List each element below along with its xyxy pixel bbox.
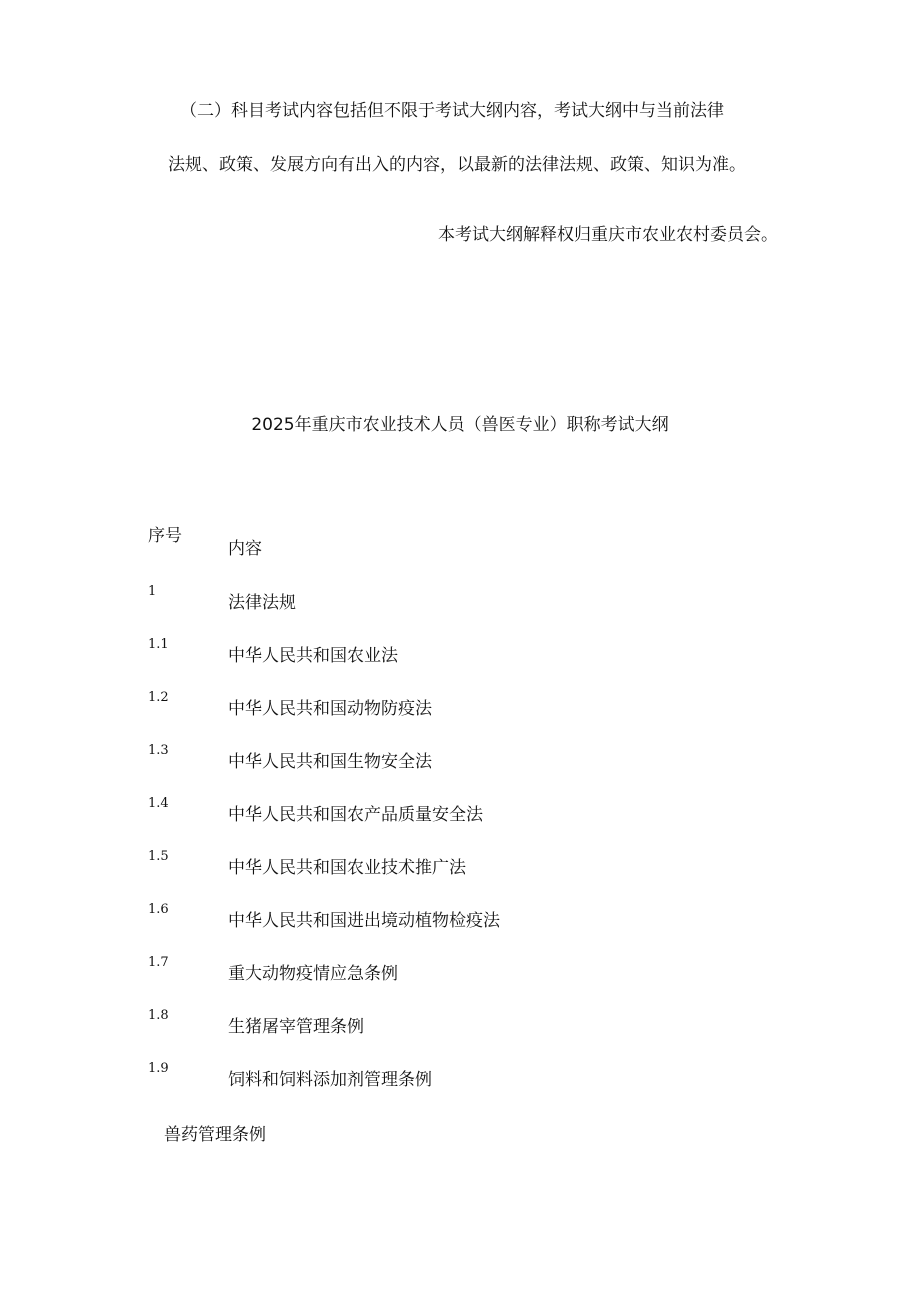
table-row: [0, 796, 920, 836]
row-content: 中华人民共和国农产品质量安全法: [228, 805, 483, 825]
table-row: [0, 902, 920, 942]
row-content: 生猪屠宰管理条例: [228, 1017, 364, 1037]
row-number: 1.2: [148, 690, 169, 705]
table-header-row: [0, 528, 920, 568]
row-number: 1: [148, 584, 157, 599]
header-number-label: 序号: [148, 526, 182, 546]
row-content: 饲料和饲料添加剂管理条例: [228, 1070, 432, 1090]
table-row: [0, 1008, 920, 1048]
row-content: 中华人民共和国进出境动植物检疫法: [228, 911, 500, 931]
table-row: [0, 849, 920, 889]
row-content: 中华人民共和国农业法: [228, 646, 398, 666]
row-number: 1.5: [148, 849, 169, 864]
row-number: 1.1: [148, 637, 169, 652]
outline-title: 2025年重庆市农业技术人员（兽医专业）职称考试大纲: [251, 415, 669, 435]
row-number: 1.6: [148, 902, 169, 917]
header-content-label: 内容: [228, 539, 262, 559]
row-content: 中华人民共和国动物防疫法: [228, 699, 432, 719]
table-row: [0, 743, 920, 783]
row-number: 1.3: [148, 743, 169, 758]
paragraph-exam-scope-continued: 法规、政策、发展方向有出入的内容，以最新的法律法规、政策、知识为准。: [168, 155, 746, 175]
paragraph-interpretation-right: 本考试大纲解释权归重庆市农业农村委员会。: [438, 225, 778, 245]
row-content: 法律法规: [228, 593, 296, 613]
row-number: 1.7: [148, 955, 169, 970]
row-number: 1.4: [148, 796, 169, 811]
table-row: [0, 637, 920, 677]
row-number: 1.8: [148, 1008, 169, 1023]
row-content: 重大动物疫情应急条例: [228, 964, 398, 984]
row-number: 1.9: [148, 1061, 169, 1076]
row-content: 中华人民共和国生物安全法: [228, 752, 432, 772]
table-row: [0, 955, 920, 995]
table-row: [0, 1061, 920, 1101]
row-content: 中华人民共和国农业技术推广法: [228, 858, 466, 878]
table-row: [0, 584, 920, 624]
table-row: [0, 690, 920, 730]
trailing-list-item: 兽药管理条例: [164, 1125, 266, 1145]
paragraph-exam-scope: （二）科目考试内容包括但不限于考试大纲内容，考试大纲中与当前法律: [180, 101, 724, 121]
